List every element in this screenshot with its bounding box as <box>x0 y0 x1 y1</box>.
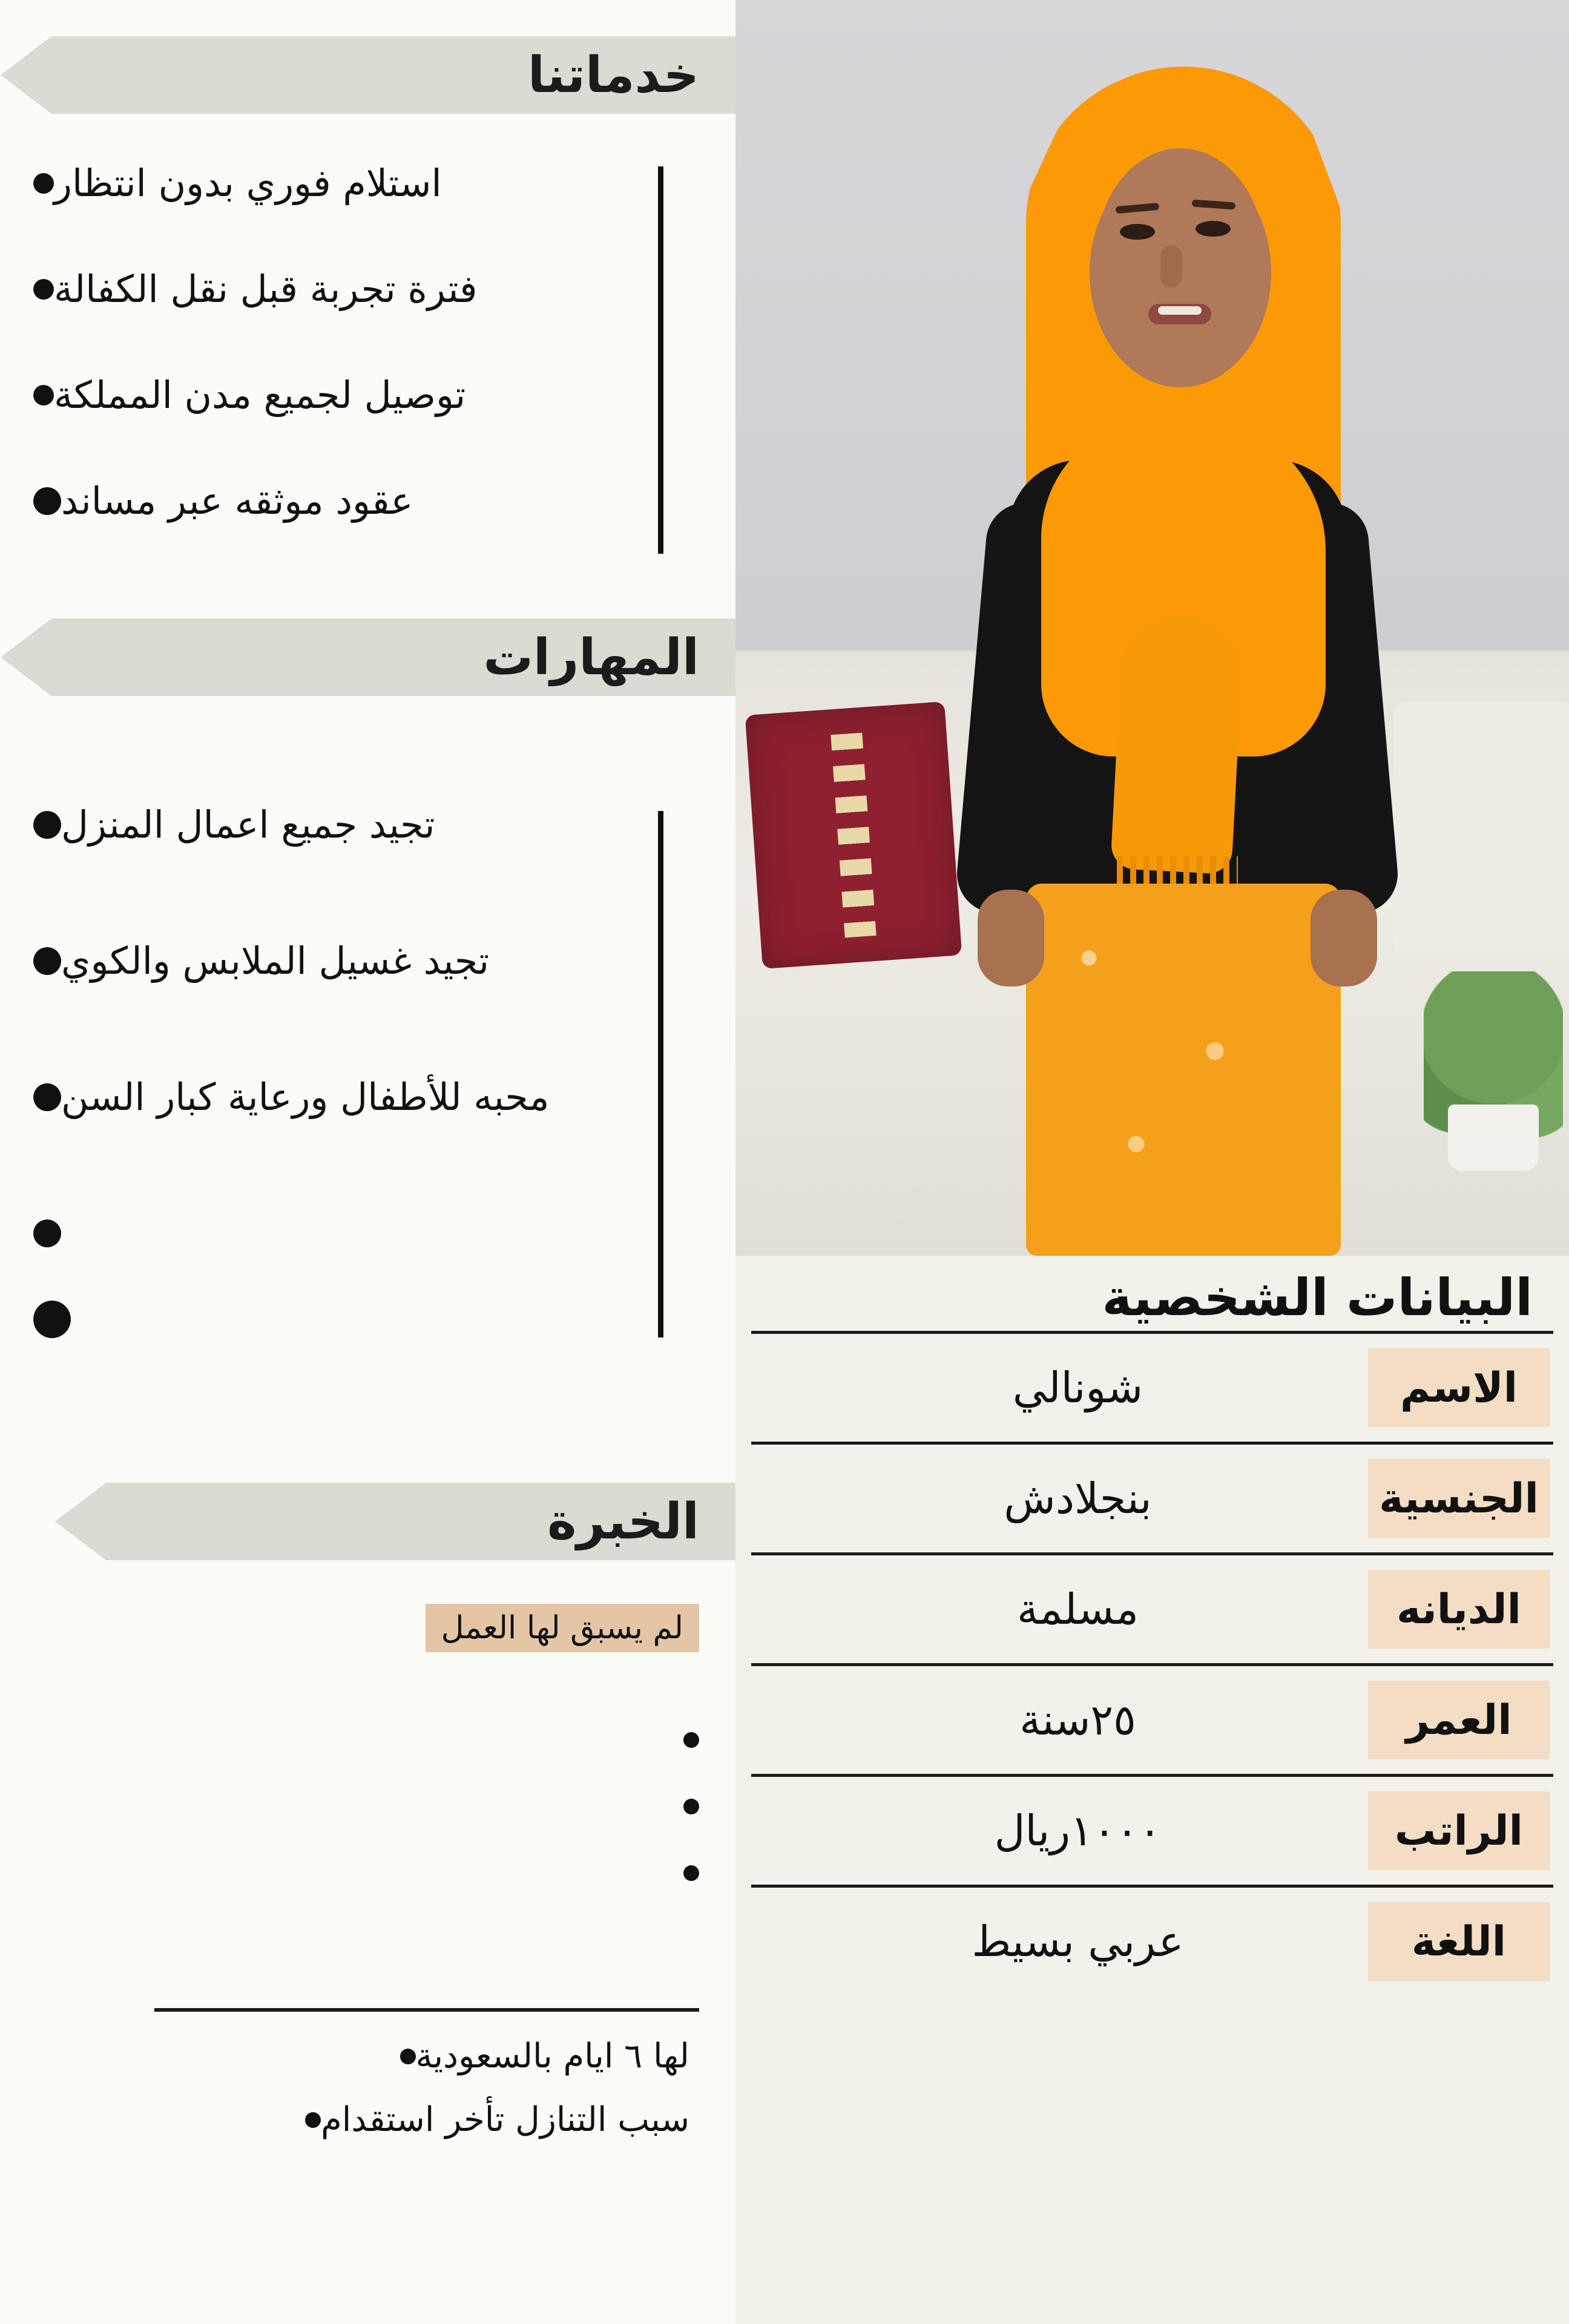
row-label: اللغة <box>1368 1902 1550 1981</box>
row-label: العمر <box>1368 1681 1550 1759</box>
row-label: الجنسية <box>1368 1459 1550 1538</box>
experience-empty-bullets <box>683 1707 699 1906</box>
bullet-dot <box>33 385 54 405</box>
list-item <box>33 448 699 554</box>
photo-mouth <box>1148 304 1211 324</box>
service-label: استلام فوري بدون انتظار <box>54 161 442 205</box>
table-row <box>751 1774 1553 1885</box>
list-item <box>33 342 699 448</box>
experience-note: سبب التنازل تأخر استقدام <box>321 2100 689 2139</box>
photo-eye-left <box>1120 224 1155 240</box>
row-value: شونالي <box>1012 1363 1143 1413</box>
list-item-empty <box>33 1301 699 1338</box>
skill-label: محبه للأطفال ورعاية كبار السن <box>61 1075 550 1119</box>
service-label: فترة تجربة قبل نقل الكفالة <box>54 267 478 311</box>
bullet-dot <box>33 1083 61 1111</box>
bullet-dot <box>33 487 61 515</box>
skills-header <box>51 619 735 696</box>
bullet-dot <box>683 1799 699 1814</box>
row-value: ٢٥سنة <box>1019 1695 1136 1745</box>
skills-title: المهارات <box>483 628 699 686</box>
row-label: الاسم <box>1368 1348 1550 1427</box>
bullet-dot <box>33 811 61 839</box>
list-item <box>33 1029 699 1165</box>
list-item-empty <box>683 1840 699 1906</box>
row-value: ١٠٠٠ريال <box>994 1806 1162 1856</box>
photo-nose <box>1160 245 1182 287</box>
bullet-dot <box>33 947 61 975</box>
experience-badge: لم يسبق لها العمل <box>426 1604 699 1652</box>
experience-note-row <box>305 2100 699 2139</box>
left-panel <box>0 0 735 2324</box>
bullet-dot <box>683 1865 699 1881</box>
experience-divider <box>154 2008 699 2012</box>
table-row <box>751 1885 1553 1995</box>
list-item <box>33 236 699 342</box>
table-row <box>751 1442 1553 1552</box>
bullet-dot <box>33 279 54 300</box>
services-header <box>51 36 735 114</box>
services-list <box>33 130 699 554</box>
row-value: بنجلادش <box>1004 1474 1152 1523</box>
applicant-photo <box>735 0 1569 1256</box>
row-label: الراتب <box>1368 1791 1550 1870</box>
services-title: خدماتنا <box>527 46 699 104</box>
personal-data-panel <box>735 1256 1569 2324</box>
service-label: توصيل لجميع مدن المملكة <box>54 373 466 417</box>
skill-label: تجيد غسيل الملابس والكوي <box>61 939 490 983</box>
experience-header <box>106 1483 735 1560</box>
photo-figure <box>935 42 1413 1256</box>
photo-plant <box>1424 971 1563 1171</box>
experience-note: لها ٦ ايام بالسعودية <box>415 2037 689 2076</box>
table-row <box>751 1663 1553 1774</box>
bullet-dot <box>33 173 54 194</box>
photo-skirt <box>1026 884 1341 1256</box>
photo-scarf-tail <box>1110 614 1245 875</box>
skill-label: تجيد جميع اعمال المنزل <box>61 803 435 847</box>
bullet-dot <box>683 1732 699 1748</box>
bullet-dot <box>400 2049 416 2064</box>
photo-cushion-left <box>745 701 962 969</box>
row-label: الديانه <box>1368 1570 1550 1649</box>
list-item <box>33 893 699 1029</box>
list-item <box>33 130 699 236</box>
experience-note-row <box>400 2037 699 2076</box>
bullet-dot <box>33 1301 71 1338</box>
table-row <box>751 1331 1553 1442</box>
service-label: عقود موثقه عبر مساند <box>61 479 413 523</box>
row-value: عربي بسيط <box>972 1917 1184 1966</box>
list-item-empty <box>683 1773 699 1840</box>
skills-list <box>33 757 699 1338</box>
photo-hand-left <box>978 890 1044 986</box>
photo-hand-right <box>1311 890 1377 986</box>
list-item-empty <box>33 1165 699 1301</box>
bullet-dot <box>305 2112 321 2128</box>
bullet-dot <box>33 1219 61 1247</box>
row-value: مسلمة <box>1016 1584 1139 1634</box>
photo-eye-right <box>1196 221 1231 237</box>
personal-data-title: البيانات الشخصية <box>1102 1268 1533 1327</box>
table-row <box>751 1552 1553 1663</box>
photo-cushion-right <box>1393 702 1569 956</box>
experience-title: الخبرة <box>547 1492 699 1551</box>
list-item-empty <box>683 1707 699 1773</box>
list-item <box>33 757 699 893</box>
